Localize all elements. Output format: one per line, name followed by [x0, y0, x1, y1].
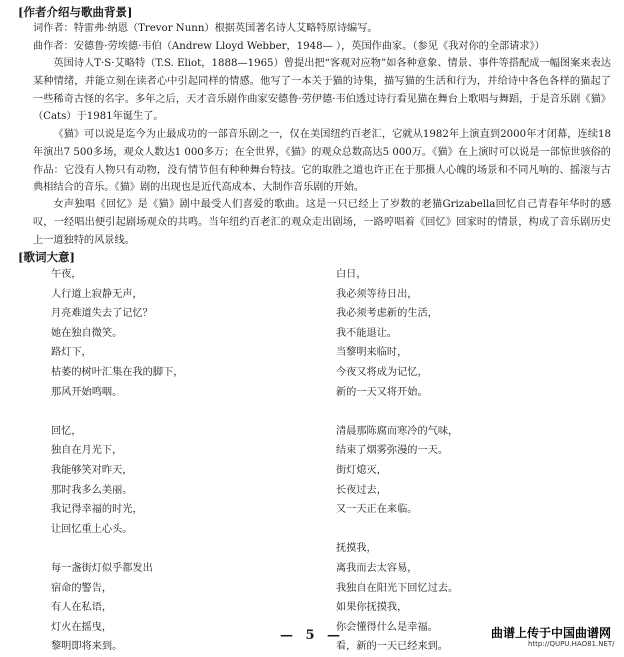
- lyric-line: 你会懂得什么是幸福。: [336, 621, 438, 633]
- lyric-line: 让回忆重上心头。: [51, 523, 133, 535]
- lyricist-line: 词作者：特雷弗·纳恩（Trevor Nunn）根据英国著名诗人艾略特原诗编写。: [33, 23, 378, 34]
- lyric-line: 黎明即将来到。: [51, 641, 123, 653]
- intro-paragraph-3: 女声独唱《回忆》是《猫》剧中最受人们喜爱的歌曲。这是一只已经上了岁数的老猫Grizabella回忆自己青春年华时的感叹，一经唱出便引起剧场观众的共鸣。当年纽约百老汇的观众走出剧场，一路哼唱着《回忆》回家时的情景，构成了音乐剧历史上一道独特的风景线。: [33, 199, 611, 246]
- lyric-line: 白日，: [336, 269, 367, 280]
- lyric-line: 抚摸我，: [336, 543, 377, 555]
- stanza-gap: [51, 539, 183, 559]
- lyric-line: 枯萎的树叶汇集在我的脚下，: [51, 366, 184, 378]
- page-number: — 5 —: [279, 628, 345, 643]
- lyric-line: 月亮难道失去了记忆？: [51, 308, 153, 320]
- lyric-line: 人行道上寂静无声，: [51, 288, 143, 300]
- lyrics-right-column: [336, 265, 458, 657]
- lyric-line: 独自在月光下，: [51, 445, 123, 457]
- lyric-line: 路灯下，: [51, 347, 92, 359]
- lyric-line: 清晨那陈腐而寒冷的气味，: [336, 425, 459, 437]
- lyric-line: 那时我多么美丽。: [51, 484, 133, 496]
- lyric-line: 我能够笑对昨天，: [51, 464, 133, 476]
- lyric-line: 那风开始鸣咽。: [51, 386, 123, 398]
- composer-line: 曲作者：安德鲁·劳埃德·韦伯（Andrew Lloyd Webber，1948— ），英国作曲家。（参见《我对你的全部请求》）: [33, 41, 545, 52]
- lyric-line: 我必须等待日出，: [336, 288, 418, 300]
- lyric-line: 离我而去太容易，: [336, 562, 418, 574]
- lyric-line: 看，新的一天已经来到。: [336, 641, 449, 653]
- lyric-line: 街灯熄灭，: [336, 464, 387, 476]
- lyric-line: 回忆，: [51, 425, 82, 437]
- stanza-gap: [336, 402, 458, 422]
- lyric-line: 她在独自微笑。: [51, 327, 123, 339]
- lyric-line: 我独自在阳光下回忆过去。: [336, 582, 459, 594]
- lyric-line: 每一盏街灯似乎都发出: [51, 562, 153, 574]
- watermark-url: http://QUPU.HAO81.NET/: [528, 640, 615, 648]
- intro-paragraph-1: 英国诗人T·S·艾略特（T.S. Eliot，1888—1965）曾提出把“客观对应物”如各种意象、情景、事件等搭配成一幅图案来表达某种情绪，并能立刻在读者心中引起同样的情感。他写了一本关于猫的诗集，描写猫的生活和行为，并给诗中各色各样的猫起了一些稀奇古怪的名字。多年之后，天才音乐剧作曲家安德鲁·劳伊德·韦伯透过诗行看见猫在舞台上歌唱与舞蹈，于是音乐剧《猫》（Cats）于1981年诞生了。: [33, 58, 611, 123]
- stanza-gap: [336, 520, 458, 540]
- intro-heading: [作者介绍与歌曲背景]: [18, 5, 133, 19]
- lyrics-heading: [歌词大意]: [18, 250, 75, 264]
- lyric-line: 长夜过去，: [336, 484, 387, 496]
- lyric-line: 我不能退让。: [336, 327, 398, 339]
- lyric-line: 又一天正在来临。: [336, 504, 418, 516]
- watermark-text: 曲谱上传于中国曲谱网: [491, 626, 612, 640]
- lyric-line: 宿命的警告，: [51, 582, 113, 594]
- lyric-line: 午夜，: [51, 269, 82, 280]
- stanza-gap: [51, 402, 183, 422]
- lyric-line: 我记得幸福的时光，: [51, 504, 143, 516]
- lyric-line: 如果你抚摸我，: [336, 602, 408, 614]
- lyrics-left-column: [51, 265, 183, 657]
- lyric-line: 今夜又将成为记忆，: [336, 366, 428, 378]
- lyric-line: 有人在私语，: [51, 602, 113, 614]
- lyric-line: 我必须考虑新的生活，: [336, 308, 438, 320]
- lyric-line: 灯火在摇曳，: [51, 621, 113, 633]
- lyric-line: 当黎明来临时，: [336, 347, 408, 359]
- lyric-line: 结束了烟雾弥漫的一天。: [336, 445, 449, 457]
- intro-paragraph-2: 《猫》可以说是迄今为止最成功的一部音乐剧之一，仅在美国纽约百老汇，它就从1982年上演直到2000年才闭幕，连续18年演出7 500多场，观众人数达1 000多万；在全世界，《猫》的观众总数高达5 000万。《猫》在上演时可以说是一部惊世骇俗的作品：它没有人物只有动物，没有情节但有种种舞台特技。它的取胜之道也许正在于那摄人心魄的场景和不同凡响的、摇滚与古典相结合的音乐。《猫》剧的出现也是近代高成本、大制作音乐剧的开始。: [33, 129, 611, 194]
- lyric-line: 新的一天又将开始。: [336, 386, 428, 398]
